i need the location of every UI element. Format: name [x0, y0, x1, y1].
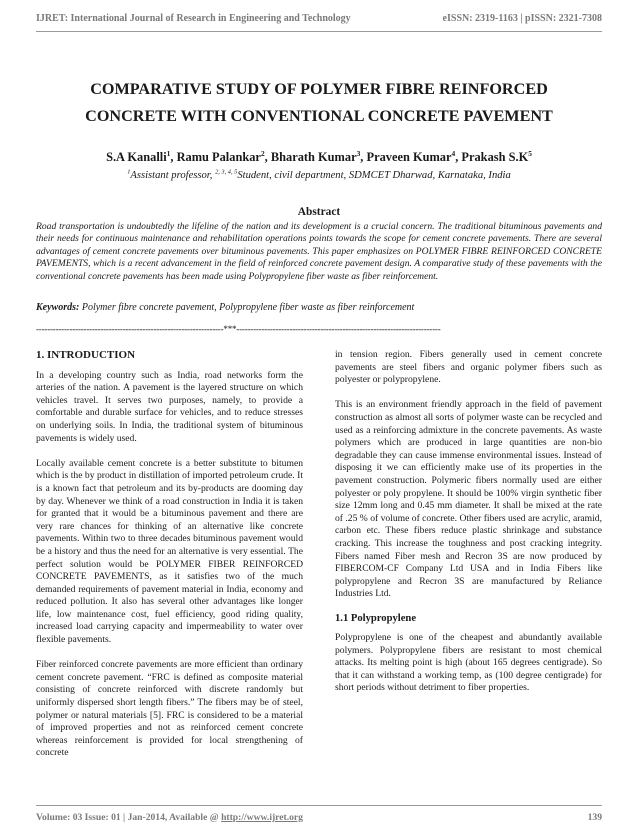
author-name: Ramu Palankar [176, 150, 261, 164]
body-paragraph: in tension region. Fibers generally used in cement concrete pavements are steel fibers and organic polymer fibers such as polyester or polypropylene. [335, 349, 602, 386]
title-line-2: CONCRETE WITH CONVENTIONAL CONCRETE PAVEMENT [85, 107, 553, 125]
subsection-heading: 1.1 Polypropylene [335, 613, 417, 625]
affiliation-institution: Student, civil department, SDMCET Dharwad, Karnataka, India [237, 170, 511, 181]
journal-name: IJRET: International Journal of Research in Engineering and Technology [36, 13, 351, 24]
author-marker: 1 [166, 148, 171, 158]
abstract-text: Road transportation is undoubtedly the lifeline of the nation and its development is a crucial concern. The traditional bituminous pavements and their needs for continuous maintenance and rehabilitation operations points towards the scope for cement concrete pavements. There are several advantages of cement concrete pavements over bituminous pavements. This paper emphasizes on POLYMER FIBRE REINFORCED CONCRETE PAVEMENTS, which is a recent advancement in the field of reinforced concrete pavement design. A comparative study of these pavements with the conventional concrete pavements has been made using Polypropylene fiber waste as fiber reinforcement. [36, 221, 602, 282]
author-separator: , [170, 150, 177, 164]
abstract-heading: Abstract [297, 206, 341, 218]
author-separator: , [264, 150, 271, 164]
body-paragraph: Fiber reinforced concrete pavements are more efficient than ordinary cement concrete pavement. “FRC is defined as composite material consisting of concrete reinforced with discrete randomly but uniformly dispersed short length fibers.” The fibers may be of steel, polymer or natural materials [5]. FRC is considered to be a material of improved properties and not as reinforced cement concrete whereas reinforcement is provided for local strengthening of concrete [36, 659, 303, 759]
affiliation [36, 170, 602, 181]
author-separator: , [455, 150, 462, 164]
section-separator: -------------------------------------------------------------------***------------------------------------------------------------------------- [36, 324, 441, 334]
author-name: S.A Kanalli [106, 150, 167, 164]
body-paragraph: In a developing country such as India, road networks form the arteries of the nation. A pavement is the layered structure on which vehicles travel. It serves two purposes, namely, to provide a comfortable and durable surface for vehicles, and to reduce stresses on underlying soils. In India, the traditional system of bituminous pavements is widely used. [36, 369, 303, 444]
body-paragraph: Locally available cement concrete is a better substitute to bitumen which is the by product in distillation of imported petroleum crude. It is a known fact that petroleum and its by-products are dooming day by day. Whenever we think of a road construction in India it is taken for granted that it would be a bituminous pavement and there are very rare chances for thinking of an alternative like concrete pavements. Within two to three decades bituminous pavement would be a history and thus the need for an alternative is very essential. The perfect solution would be POLYMER FIBER REINFORCED CONCRETE PAVEMENTS, as it satisfies two of the much demanded requirements of pavement material in India, economy and reduced pollution. It also has several other advantages like longer life, low maintenance cost, fuel efficiency, good riding quality, increased load carrying capacity and impermeability to water over flexible pavements. [36, 457, 303, 646]
volume-info: Volume: 03 Issue: 01 | Jan-2014, Available @ [36, 812, 222, 823]
footer-rule [36, 805, 602, 806]
author-name: Praveen Kumar [366, 150, 452, 164]
section-heading: 1. INTRODUCTION [36, 349, 136, 361]
paper-title [36, 76, 602, 130]
author-marker: 3 [356, 148, 361, 158]
issn-info: eISSN: 2319-1163 | pISSN: 2321-7308 [442, 13, 602, 24]
body-paragraph: Polypropylene is one of the cheapest and abundantly available polymers. Polypropylene fibers are resistant to most chemical attacks. Its melting point is high (about 165 degrees centigrade). So that it can withstand a working temp, as (100 degree centigrade) for short periods without detriment to fiber properties. [335, 632, 602, 694]
page-number: 139 [587, 812, 602, 823]
header-rule [36, 31, 602, 32]
affiliation-role: Assistant professor, [130, 170, 216, 181]
author-list [36, 150, 602, 165]
affiliation-marker: 2, 3, 4, 5 [215, 168, 238, 176]
running-footer [36, 812, 602, 823]
keywords-text: Polymer fibre concrete pavement, Polypropylene fiber waste as fiber reinforcement [79, 302, 415, 313]
body-paragraph: This is an environment friendly approach in the field of pavement construction as almost all sorts of polymer waste can be recycled and used as a reinforcing admixture in the concrete pavements. As waste polymers which are produced in large quantities are non-bio degradable they can cause immense environmental issues. Instead of disposing it we can efficiently make use of its properties in the pavement construction. Polymeric fibers normally used are either polyester or poly propylene. It should be 100% virgin synthetic fiber size 12mm long and 0.45 mm diameter. It shall be mixed at the rate of .25 % of volume of concrete. Other fibers used are acrylic, aramid, carbon etc. These fibers reduce plastic shrinkage and substance cracking. This increase the toughness and post cracking integrity. Fibers named Fiber mesh and Recron 3S are now produced by FIBERCOM-CF Company Ltd USA and in India Fibers like polypropylene and Recron 3S are manufactured by Reliance Industries Ltd. [335, 399, 602, 600]
affiliation-marker: 1 [127, 168, 131, 176]
journal-link[interactable]: http://www.ijret.org [221, 812, 303, 823]
right-column [335, 349, 602, 708]
author-name: Prakash S.K [461, 150, 529, 164]
running-header [36, 13, 602, 24]
keywords-label: Keywords: [36, 302, 80, 313]
left-column [36, 349, 303, 773]
author-marker: 5 [528, 148, 532, 158]
footer-volume [36, 812, 303, 823]
author-separator: , [360, 150, 367, 164]
author-marker: 2 [260, 148, 265, 158]
keywords [36, 302, 602, 313]
author-marker: 4 [451, 148, 456, 158]
title-line-1: COMPARATIVE STUDY OF POLYMER FIBRE REINFORCED [90, 80, 548, 98]
author-name: Bharath Kumar [270, 150, 357, 164]
